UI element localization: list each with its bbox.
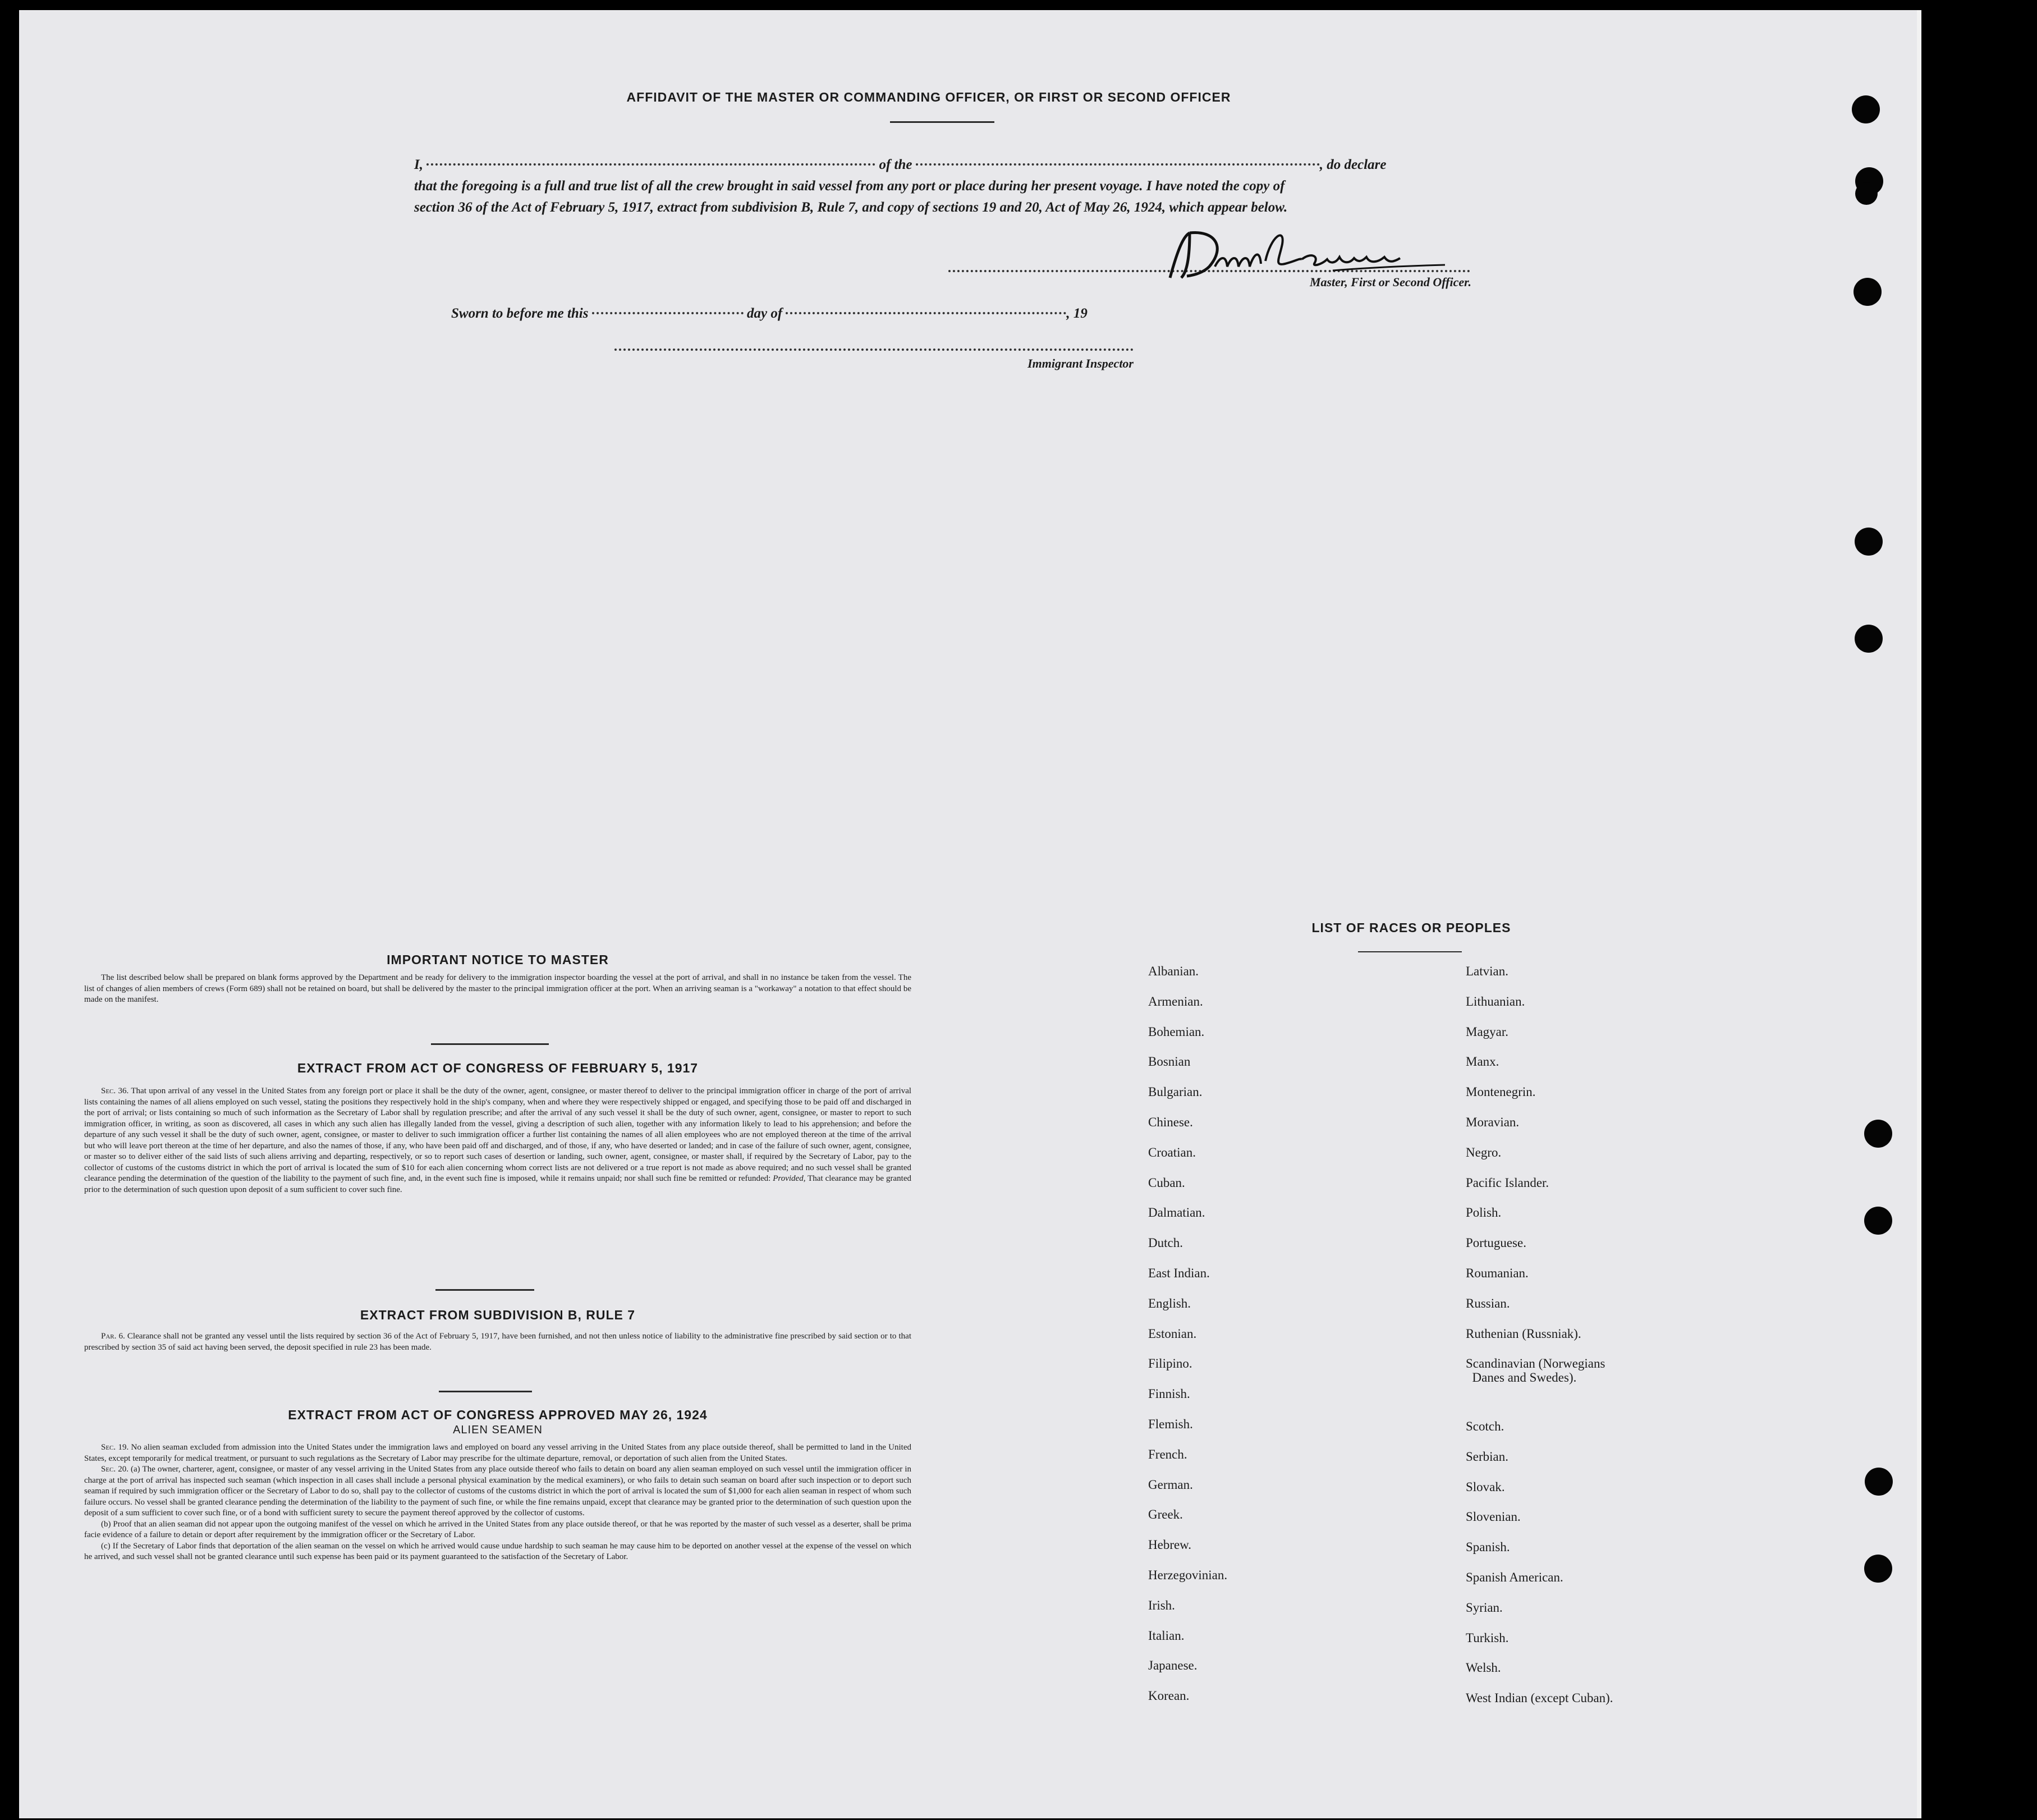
race-item: Russian. [1466, 1296, 1510, 1310]
inspector-caption: Immigrant Inspector [1027, 356, 1134, 370]
race-item: Montenegrin. [1466, 1085, 1536, 1099]
punch-hole [1864, 1120, 1892, 1148]
race-item: West Indian (except Cuban). [1466, 1691, 1613, 1706]
race-item: Scandinavian (Norwegians Danes and Swedes). [1466, 1356, 1605, 1385]
race-item: Spanish American. [1466, 1570, 1563, 1584]
race-item: German. [1148, 1477, 1193, 1492]
section-divider [431, 1043, 549, 1045]
race-item: Welsh. [1466, 1661, 1501, 1675]
race-item: Ruthenian (Russniak). [1466, 1326, 1581, 1341]
race-item: Japanese. [1148, 1658, 1198, 1673]
race-item: Manx. [1466, 1055, 1499, 1069]
race-item: Hebrew. [1148, 1538, 1192, 1552]
act1924-body [84, 1442, 911, 1563]
punch-hole [1864, 1207, 1892, 1235]
affidavit-i: I, [414, 157, 423, 172]
rule7-body [84, 1331, 911, 1353]
sec19-text: No alien seaman excluded from admission into the United States under the immigration laws and employed on board any vessel arriving in the United States from any place outside thereof, shall be permitted to land in the United States, except temporarily for medical treatment, or pursuant to such regulations as the Secretary of Labor may prescribe for the ultimate departure, removal, or deportation of such alien from the United States. [84, 1443, 911, 1463]
race-item: Syrian. [1466, 1600, 1503, 1615]
act1924-title: EXTRACT FROM ACT OF CONGRESS APPROVED MAY 26, 1924 [288, 1408, 708, 1422]
act1917-body [84, 1086, 911, 1195]
rule7-text: Clearance shall not be granted any vessel until the lists required by section 36 of the Act of February 5, 1917, have been furnished, and not then unless notice of liability to the administrative fine prescribed by said section or to that prescribed by section 35 of said act having been served, the deposit specified in rule 23 has been made. [84, 1332, 912, 1352]
race-item: Herzegovinian. [1148, 1568, 1228, 1582]
sec20c-paragraph: (c) If the Secretary of Labor finds that deportation of the alien seaman on the vessel on which he arrived would cause undue hardship to such seaman he may cause him to be deported on another vessel at the expense of the vessel on which he arrived, and such vessel shall not be granted clearance until such expense has been paid or its payment guaranteed to the satisfaction of the Secretary of Labor. [84, 1541, 911, 1561]
act1917-provided: Provided, [773, 1174, 806, 1183]
act1917-text: That upon arrival of any vessel in the United States from any foreign port or place it shall be the duty of the owner, agent, consignee, or master thereof to deliver to the principal immigration officer in charge of the port of arrival lists containing the names of all aliens employed on such vessel, stating the positions they respectively hold in the ship's company, when and where they were respectively shipped or engaged, and specifying those to be paid off and discharged in the port of arrival; or lists containing so much of such information as the Secretary of Labor shall by regulation prescribe; and after the arrival of any such vessel it shall be the duty of such owner, agent, consignee, or master to report to such immigration officer, in writing, as soon as discovered, all cases in which any such alien has illegally landed from the vessel, giving a description of such alien, together with any information likely to lead to his apprehension; and before the departure of any such vessel it shall be the duty of such owner, agent, consignee, or master to deliver to such immigration officer a further list containing the names of all alien employees who are not employed thereon at the time of the arrival but who will leave port thereon at the time of her departure, and also the names of those, if any, who have been paid off and discharged, and of those, if any, who have deserted or landed; and in case of the failure of such owner, agent, consignee, or master so to deliver either of the said lists of such aliens arriving and departing, respectively, or so to report such cases of desertion or landing, such owner, agent, consignee, or master shall, if required by the Secretary of Labor, pay to the collector of customs of the customs district in which the port of arrival is located the sum of $10 for each alien concerning whom correct lists are not delivered or a true report is not made as above required; and no such vessel shall be granted clearance pending the determination of the question of the liability to the payment of such fine, and, in the event such fine is imposed, while it remains unpaid; nor shall such fine be remitted or refunded: [84, 1087, 912, 1183]
race-item: Croatian. [1148, 1145, 1196, 1159]
race-item: Scotch. [1466, 1419, 1504, 1433]
vessel-name-field[interactable] [916, 163, 1320, 166]
race-item: Slovak. [1466, 1479, 1505, 1494]
race-item: Negro. [1466, 1145, 1502, 1159]
punch-hole [1855, 182, 1878, 205]
punch-hole [1855, 625, 1883, 653]
sec20-label: Sec. 20. [101, 1465, 129, 1474]
affidavit-declaration-line: I, of the , do declare [414, 157, 1387, 172]
affidavit-line-2: that the foregoing is a full and true list of all the crew brought in said vessel from any port or place during her present voyage. I have noted the copy of [414, 178, 1285, 194]
race-item: Magyar. [1466, 1024, 1509, 1039]
sec19-paragraph [84, 1442, 911, 1464]
sworn-prefix: Sworn to before me this [451, 306, 589, 321]
race-item: Greek. [1148, 1507, 1183, 1522]
race-item: East Indian. [1148, 1266, 1210, 1280]
race-item: Moravian. [1466, 1115, 1520, 1129]
notice-body: The list described below shall be prepared on blank forms approved by the Department and be ready for delivery to the immigration inspector boarding the vessel at the port of arrival, and shall in no instance be taken from the vessel. The list of changes of alien members of crews (Form 689) shall not be retained on board, but shall be delivered by the master to the principal immigration officer at the port. When an arriving seaman is a "workaway" a notation to that effect should be made on the manifest. [84, 973, 911, 1004]
punch-hole [1865, 1468, 1893, 1496]
title-divider [890, 121, 994, 123]
race-item: Albanian. [1148, 964, 1199, 978]
race-item: Spanish. [1466, 1540, 1510, 1555]
act1924-subtitle: ALIEN SEAMEN [453, 1424, 543, 1436]
master-name-field[interactable] [426, 163, 875, 166]
race-item: Slovenian. [1466, 1510, 1521, 1524]
punch-hole [1855, 528, 1883, 556]
race-item: Lithuanian. [1466, 994, 1525, 1008]
race-item: Turkish. [1466, 1630, 1509, 1645]
act1917-title: EXTRACT FROM ACT OF CONGRESS OF FEBRUARY 5, 1917 [297, 1061, 699, 1075]
punch-hole [1864, 1555, 1892, 1583]
race-item: Korean. [1148, 1689, 1190, 1703]
punch-hole [1852, 95, 1880, 123]
affidavit-do-declare: do declare [1327, 157, 1387, 172]
section-divider [439, 1391, 532, 1392]
sworn-month-field[interactable] [786, 312, 1066, 314]
rule7-par-label: Par. 6. [101, 1332, 125, 1341]
race-item: Chinese. [1148, 1115, 1193, 1129]
race-item: Italian. [1148, 1628, 1185, 1643]
race-item: Dalmatian. [1148, 1205, 1205, 1220]
sec20a-text: (a) The owner, charterer, agent, consignee, or master of any vessel arriving in the United States from any place outside thereof who fails to detain on board any alien seaman employed on such vessel until the immigration officer in charge at the port of arrival has inspected such seaman (which inspection in all cases shall include a personal physical examination by the medical examiners), or who fails to detain such seaman on board after such inspection or to deport such seaman if required by such immigration officer or the Secretary of Labor to do so, shall pay to the collector of customs of the customs district in which the port of arrival is located the sum of $1,000 for each alien seaman in respect of whom such failure occurs. No vessel shall be granted clearance pending the determination of the liability to the payment of such fine, or while the fine remains unpaid, except that clearance may be granted prior to the determination of such question upon the deposit of a sum sufficient to cover such fine, or of a bond with sufficient surety to secure the payment thereof approved by the collector of customs. [84, 1465, 911, 1518]
race-item: Bosnian [1148, 1055, 1191, 1069]
race-item: Filipino. [1148, 1356, 1192, 1371]
race-item: Latvian. [1466, 964, 1508, 978]
race-item: Polish. [1466, 1205, 1502, 1220]
rule7-title: EXTRACT FROM SUBDIVISION B, RULE 7 [360, 1308, 636, 1322]
section-divider [435, 1289, 534, 1291]
sworn-day-field[interactable] [592, 312, 744, 314]
race-item: Estonian. [1148, 1326, 1197, 1341]
race-item: Finnish. [1148, 1387, 1190, 1401]
race-item: Bulgarian. [1148, 1085, 1203, 1099]
punch-hole [1854, 278, 1882, 306]
race-item: Bohemian. [1148, 1024, 1205, 1039]
race-item: Dutch. [1148, 1236, 1183, 1250]
page-edge [1917, 10, 1921, 1818]
sworn-day-of: day of [746, 306, 783, 321]
race-item: Armenian. [1148, 994, 1203, 1008]
sworn-year: , 19 [1066, 306, 1088, 321]
races-divider [1358, 951, 1462, 952]
sworn-line [451, 306, 1181, 322]
race-item: Roumanian. [1466, 1266, 1529, 1280]
sec20a-paragraph [84, 1464, 911, 1519]
race-item: Serbian. [1466, 1449, 1509, 1464]
sec19-label: Sec. 19. [101, 1443, 129, 1452]
affidavit-line-3: section 36 of the Act of February 5, 1917, extract from subdivision B, Rule 7, and copy of sections 19 and 20, Act of May 26, 1924, which appear below. [414, 200, 1288, 215]
races-title: LIST OF RACES OR PEOPLES [1311, 920, 1511, 935]
affidavit-of-the: of the [879, 157, 912, 172]
race-item: English. [1148, 1296, 1191, 1310]
signature-caption: Master, First or Second Officer. [1309, 275, 1471, 289]
inspector-signature-line[interactable] [614, 347, 1134, 357]
race-item: Pacific Islander. [1466, 1175, 1549, 1190]
race-item: Flemish. [1148, 1417, 1193, 1431]
race-item: French. [1148, 1447, 1187, 1461]
act1917-sec-label: Sec. 36. [101, 1087, 129, 1095]
sec20b-paragraph: (b) Proof that an alien seaman did not appear upon the outgoing manifest of the vessel on which he arrived in the United States from any place outside thereof, or that he was reported by the master of such vessel as a deserter, shall be prima facie evidence of a failure to detain or deport after requirement by the immigration officer or the Secretary of Labor. [84, 1519, 911, 1539]
race-item: Portuguese. [1466, 1236, 1526, 1250]
affidavit-title: AFFIDAVIT OF THE MASTER OR COMMANDING OFFICER, OR FIRST OR SECOND OFFICER [626, 90, 1231, 104]
race-item: Cuban. [1148, 1175, 1185, 1190]
act1917-text-end: That clearance may be granted prior to the determination of such question upon deposit of a sum sufficient to cover such fine. [84, 1174, 911, 1194]
race-item: Irish. [1148, 1598, 1175, 1612]
notice-title: IMPORTANT NOTICE TO MASTER [387, 952, 609, 967]
